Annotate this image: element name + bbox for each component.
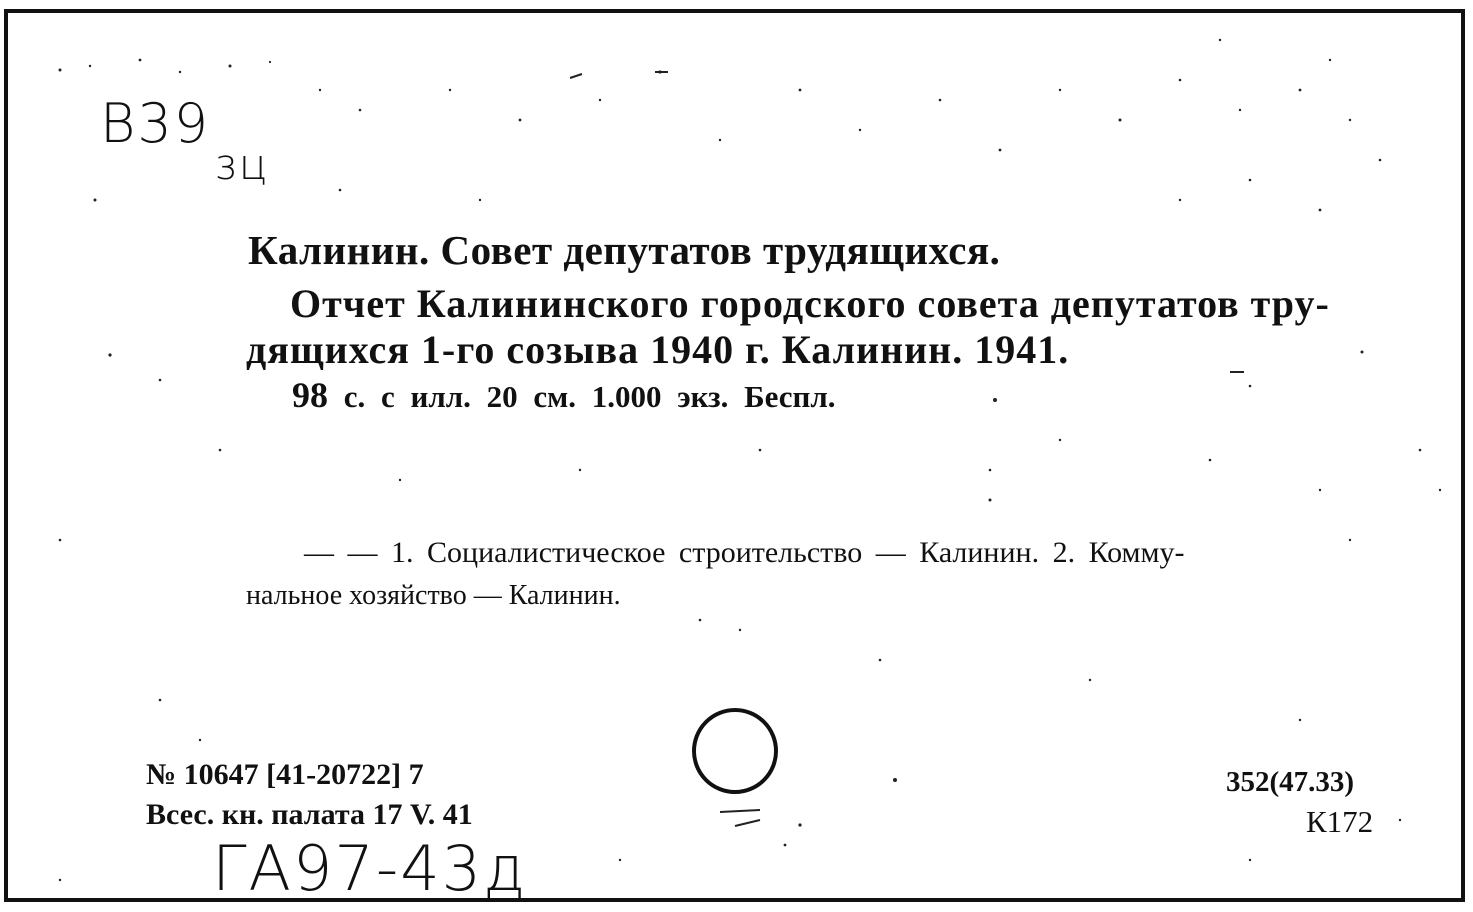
handwritten-inventory-number: ГА97-43д [212, 832, 528, 905]
entry-physical-description [292, 374, 836, 416]
chamber-date: Всес. кн. палата 17 V. 41 [146, 798, 473, 831]
handwritten-shelfmark-sub: зц [214, 140, 270, 189]
entry-heading: Калинин. Совет депутатов трудящихся. [248, 227, 1001, 273]
entry-title-line1: Отчет Калининского городского совета депутатов тру- [290, 281, 1330, 326]
card-number: № 10647 [41-20722] 7 [146, 758, 424, 791]
author-mark: К172 [1306, 804, 1374, 839]
punch-hole-circle [692, 708, 778, 794]
classification-index: 352(47.33) [1226, 766, 1355, 798]
handwritten-shelfmark: В39 [100, 92, 211, 155]
subjects-line2: нальное хозяйство — Калинин. [246, 580, 621, 611]
subjects-line1: — — 1. Социалистическое строительство — Калинин. 2. Комму- [304, 536, 1185, 569]
page-count: 98 [292, 375, 328, 415]
physical-details: с. с илл. 20 см. 1.000 экз. Беспл. [343, 379, 836, 414]
entry-title-line2: дящихся 1-го созыва 1940 г. Калинин. 1941. [246, 327, 1070, 372]
